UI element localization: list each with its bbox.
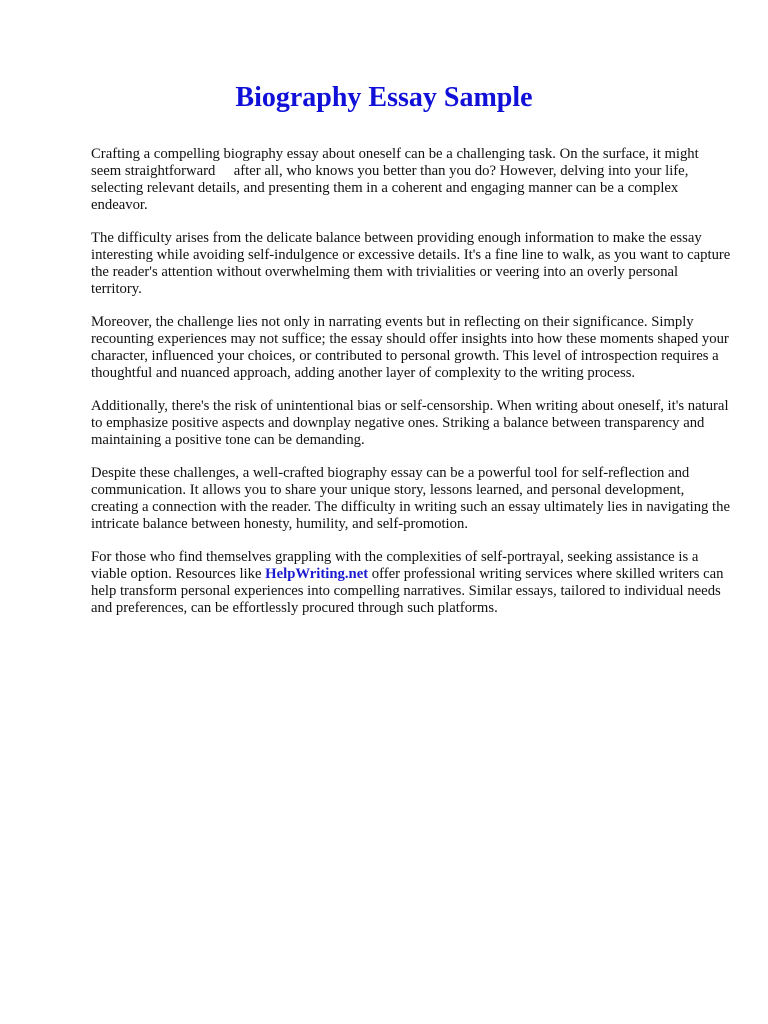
document-title: Biography Essay Sample bbox=[235, 82, 533, 113]
paragraph-6 bbox=[91, 549, 731, 617]
paragraph-5: Despite these challenges, a well-crafted biography essay can be a powerful tool for self-reflection and communication. It allows you to share your unique story, lessons learned, and personal development, creating a connection with the reader. The difficulty in writing such an essay ultimately lies in navigating the intricate balance between honesty, humility, and self-promotion. bbox=[91, 465, 730, 532]
paragraph-1: Crafting a compelling biography essay about oneself can be a challenging task. On the surface, it might seem straightforward after all, who knows you better than you do? However, delving into your life, selecting relevant details, and presenting them in a coherent and engaging manner can be a complex endeavor. bbox=[91, 146, 699, 213]
essay-body bbox=[91, 146, 731, 633]
helpwriting-link[interactable]: HelpWriting.net bbox=[265, 566, 369, 582]
paragraph-4: Additionally, there's the risk of unintentional bias or self-censorship. When writing about oneself, it's natural to emphasize positive aspects and downplay negative ones. Striking a balance between transparency and maintaining a positive tone can be demanding. bbox=[91, 398, 729, 448]
paragraph-6-text-after-link: offer professional writing services where skilled writers can help transform personal experiences into compelling narratives. Similar essays, tailored to individual needs and preferences, can be effortlessly procured through such platforms. bbox=[91, 566, 724, 616]
paragraph-6-text-before-link: For those who find themselves grappling with the complexities of self-portrayal, seeking assistance is a viable option. Resources like bbox=[91, 549, 699, 582]
paragraph-3: Moreover, the challenge lies not only in narrating events but in reflecting on their significance. Simply recounting experiences may not suffice; the essay should offer insights into how these moments shaped your character, influenced your choices, or contributed to personal growth. This level of introspection requires a thoughtful and nuanced approach, adding another layer of complexity to the writing process. bbox=[91, 314, 729, 381]
paragraph-2: The difficulty arises from the delicate balance between providing enough information to make the essay interesting while avoiding self-indulgence or excessive details. It's a fine line to walk, as you want to capture the reader's attention without overwhelming them with trivialities or veering into an overly personal territory. bbox=[91, 230, 731, 297]
